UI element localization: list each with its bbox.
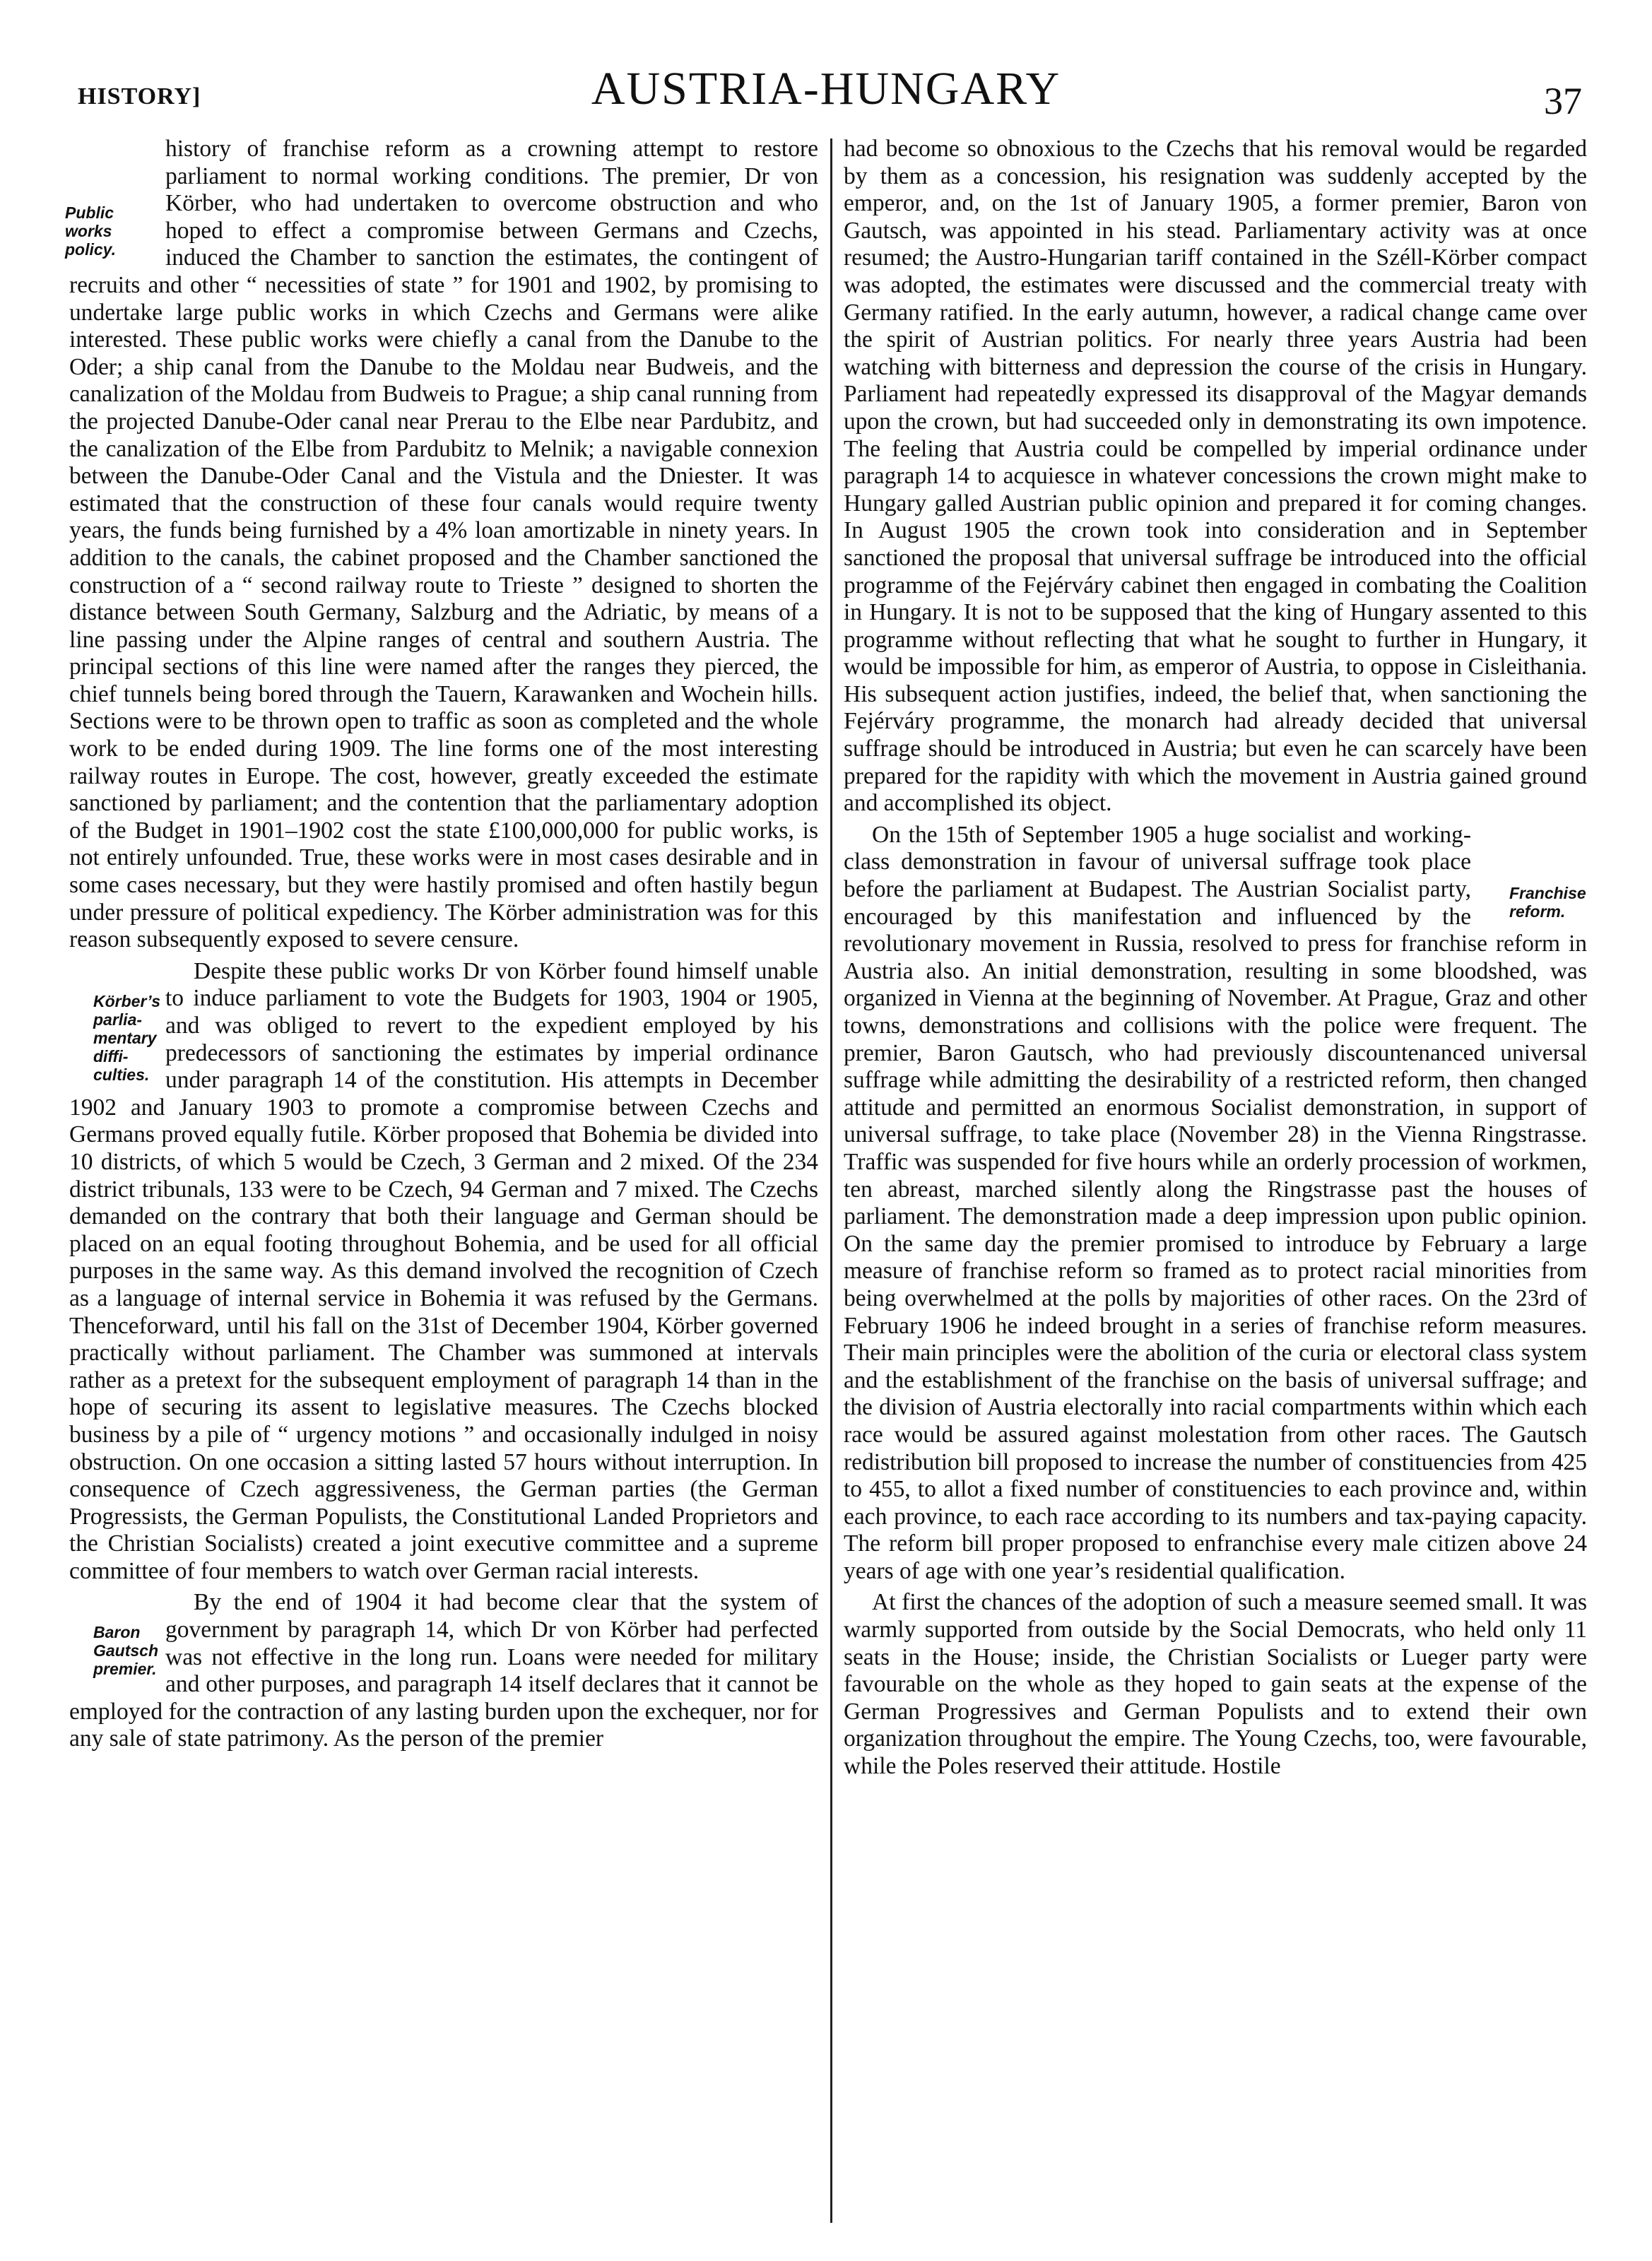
margin-note-franchise-reform: Franchise reform. — [1509, 883, 1586, 921]
running-head-section: HISTORY] — [78, 83, 201, 110]
margin-note-baron-gautsch: Baron Gautsch premier. — [93, 1623, 159, 1679]
paragraph: history of franchise reform as a crowning attempt to restore parliament to normal working conditions. The premier, Dr von Körber, who had undertaken to overcome obstruction and who hoped to effect a compromise between Germans and Czechs, induced the Chamber to sanction the estimates, the contingent of recruits and other “ necessities of state ” for 1901 and 1902, by promising to undertake large public works in which Czechs and Germans were alike interested. These public works were chiefly a canal from the Danube to the Oder; a ship canal from the Danube to the Moldau near Budweis, and the canalization of the Moldau from Budweis to Prague; a ship canal running from the projected Danube-Oder canal near Prerau to the Elbe near Pardubitz, and the canalization of the Elbe from Pardubitz to Melnik; a navigable connexion between the Danube-Oder Canal and the Vistula and the Dniester. It was estimated that the construction of these four canals would require twenty years, the funds being furnished by a 4% loan amortizable in ninety years. In addition to the canals, the cabinet proposed and the Chamber sanctioned the construction of a “ second railway route to Trieste ” designed to shorten the distance between South Germany, Salzburg and the Adriatic, by means of a line passing under the Alpine ranges of central and southern Austria. The principal sections of this line were named after the ranges they pierced, the chief tunnels being bored through the Tauern, Karawanken and Wochein hills. Sections were to be thrown open to traffic as soon as completed and the whole work to be ended during 1909. The line forms one of the most interesting railway routes in Europe. The cost, however, greatly exceeded the estimate sanctioned by parliament; and the contention that the parliamentary adoption of the Budget in 1901–1902 cost the state £100,000,000 for public works, is not entirely unfounded. True, these works were in most cases desirable and in some cases necessary, but they were hastily promised and often hastily begun under pressure of political expediency. The Körber administration was for this reason subsequently exposed to severe censure. — [69, 136, 818, 953]
column-divider — [830, 138, 832, 2223]
page-header — [0, 0, 1652, 141]
margin-note-korber-difficulties: Körber’s parlia- mentary diffi- culties. — [93, 991, 161, 1084]
margin-note-public-works: Public works policy. — [65, 203, 116, 259]
left-column — [65, 136, 818, 1757]
page-number: 37 — [1544, 80, 1582, 122]
paragraph: At first the chances of the adoption of such a measure seemed small. It was warmly supported from outside by the Social Democrats, who held only 11 seats in the House; inside, the Christian Socialists or Lueger party were favourable on the whole as they hoped to gain seats at the expense of the German Progressives and German Populists and to extend their own organization throughout the empire. The Young Czechs, too, were favourable, while the Poles reserved their attitude. Hostile — [844, 1589, 1587, 1780]
paragraph: Baron Gautsch premier. By the end of 1904 it had become clear that the system of government by paragraph 14, which Dr von Körber had perfected was not effective in the long run. Loans were needed for military and other purposes, and paragraph 14 itself declares that it cannot be employed for the contraction of any lasting burden upon the exchequer, nor for any sale of state patrimony. As the person of the premier — [69, 1589, 818, 1753]
paragraph: had become so obnoxious to the Czechs that his removal would be regarded by them as a concession, his resignation was suddenly accepted by the emperor, and, on the 1st of January 1905, a former premier, Baron von Gautsch, was appointed in his stead. Parliamentary activity was at once resumed; the Austro-Hungarian tariff contained in the Széll-Körber compact was adopted, the estimates were discussed and the commercial treaty with Germany ratified. In the early autumn, however, a radical change came over the spirit of Austrian politics. For nearly three years Austria had been watching with bitterness and depression the course of the crisis in Hungary. Parliament had repeatedly expressed its disapproval of the Magyar demands upon the crown, but had succeeded only in demonstrating its own impotence. The feeling that Austria could be compelled by imperial ordinance under paragraph 14 to acquiesce in whatever concessions the crown might make to Hungary galled Austrian public opinion and prepared it for coming changes. In August 1905 the crown took into consideration and in September sanctioned the proposal that universal suffrage be introduced into the official programme of the Fejérváry cabinet then engaged in combating the Coalition in Hungary. It is not to be supposed that the king of Hungary assented to this programme without reflecting that what he sought to further in Hungary, it would be impossible for him, as emperor of Austria, to oppose in Cisleithania. His subsequent action justifies, indeed, the belief that, when sanctioning the Fejérváry programme, the monarch had already decided that universal suffrage should be introduced in Austria; but even he can scarcely have been prepared for the rapidity with which the movement in Austria gained ground and accomplished its object. — [844, 136, 1587, 817]
paragraph: Franchise reform. On the 15th of September 1905 a huge socialist and working-class demonstration in favour of universal suffrage took place before the parliament at Budapest. The Austrian Socialist party, encouraged by this manifestation and influenced by the revolutionary movement in Russia, resolved to press for franchise reform in Austria also. An initial demonstration, resulting in some bloodshed, was organized in Vienna at the beginning of November. At Prague, Graz and other towns, demonstrations and collisions with the police were frequent. The premier, Baron Gautsch, who had previously discountenanced universal suffrage while admitting the desirability of a restricted reform, then changed attitude and permitted an enormous Socialist demonstration, in support of universal suffrage, to take place (November 28) in the Vienna Ringstrasse. Traffic was suspended for five hours while an orderly procession of workmen, ten abreast, marched silently along the Ringstrasse past the houses of parliament. The demonstration made a deep impression upon public opinion. On the same day the premier promised to introduce by February a large measure of franchise reform so framed as to protect racial minorities from being overwhelmed at the polls by majorities of other races. On the 23rd of February 1906 he indeed brought in a series of franchise reform measures. Their main principles were the abolition of the curia or electoral class system and the establishment of the franchise on the basis of universal suffrage; and the division of Austria electorally into racial compartments within which each race would be assured against molestation from other races. The Gautsch redistribution bill proposed to increase the number of constituencies from 425 to 455, to allot a fixed number of constituencies to each province and, within each province, to each race according to its numbers and tax-paying capacity. The reform bill proper proposed to enfranchise every male citizen above 24 years of age with one year’s residential qualification. — [844, 821, 1587, 1584]
running-head-title: AUSTRIA-HUNGARY — [591, 63, 1061, 114]
paragraph: Körber’s parlia- mentary diffi- culties. Despite these public works Dr von Körber found himself unable to induce parliament to vote the Budgets for 1903, 1904 or 1905, and was obliged to revert to the expedient employed by his predecessors of sanctioning the estimates by imperial ordinance under paragraph 14 of the constitution. His attempts in December 1902 and January 1903 to promote a compromise between Czechs and Germans proved equally futile. Körber proposed that Bohemia be divided into 10 districts, of which 5 would be Czech, 3 German and 2 mixed. Of the 234 district tribunals, 133 were to be Czech, 94 German and 7 mixed. The Czechs demanded on the contrary that both their language and German should be placed on an equal footing throughout Bohemia, and be used for all official purposes in the same way. As this demand involved the recognition of Czech as a language of internal service in Bohemia it was refused by the Germans. Thenceforward, until his fall on the 31st of December 1904, Körber governed practically without parliament. The Chamber was summoned at intervals rather as a pretext for the subsequent employment of paragraph 14 than in the hope of securing its assent to legislative measures. The Czechs blocked business by a pile of “ urgency motions ” and occasionally indulged in noisy obstruction. On one occasion a sitting lasted 57 hours without interruption. In consequence of Czech aggressiveness, the German parties (the German Progressists, the German Populists, the Constitutional Landed Proprietors and the Christian Socialists) created a joint executive committee and a supreme committee of four members to watch over German racial interests. — [69, 958, 818, 1586]
right-column — [844, 136, 1587, 1785]
